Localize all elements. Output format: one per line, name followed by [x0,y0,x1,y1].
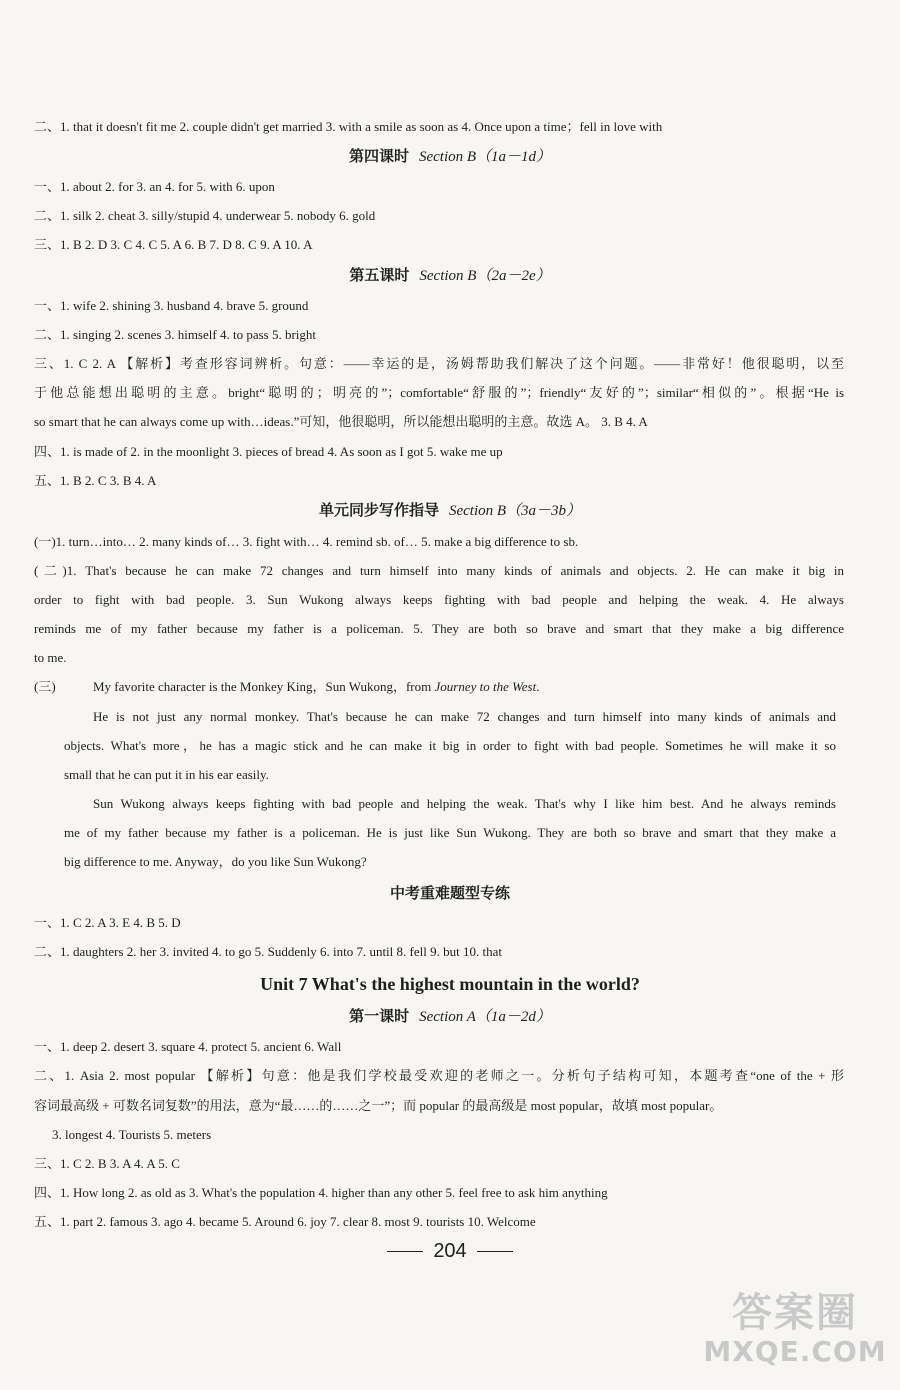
section-heading [0,148,900,166]
answer-line: 一、1. wife 2. shining 3. husband 4. brave 5. ground [34,298,309,313]
heading-section: Section B（2a－2e） [419,268,551,284]
answer-line: 三、1. B 2. D 3. C 4. C 5. A 6. B 7. D 8. C 9. A 10. A [34,237,313,252]
watermark-logo [700,1290,890,1380]
section-heading [0,502,900,520]
book-title: Journey to the West [434,679,537,694]
heading-section: Section A（1a－2d） [419,1009,551,1025]
answer-line: 一、1. deep 2. desert 3. square 4. protect 5. ancient 6. Wall [34,1039,342,1054]
essay-line: He is not just any normal monkey. That's because he can make 72 changes and turn himself into many kinds of animals and [93,709,836,724]
essay-text: . [536,679,540,694]
answer-line: 四、1. How long 2. as old as 3. What's the population 4. higher than any other 5. feel free to ask him anything [34,1185,608,1200]
essay-line: big difference to me. Anyway，do you like Sun Wukong? [64,854,367,869]
unit-title: Unit 7 What's the highest mountain in the world? [260,974,640,994]
answer-line: 二、1. singing 2. scenes 3. himself 4. to pass 5. bright [34,327,317,342]
answer-line: 五、1. part 2. famous 3. ago 4. became 5. Around 6. joy 7. clear 8. most 9. tourists 10. Welcome [34,1214,536,1229]
heading-cn: 中考重难题型专练 [389,886,510,902]
answer-line: 二、1. Asia 2. most popular 【解析】句意：他是我们学校最受欢迎的老师之一。分析句子结构可知，本题考查“one of the + 形 [34,1068,844,1083]
essay-line: Sun Wukong always keeps fighting with bad people and helping the weak. That's why I like him best. And he always reminds [93,796,836,811]
watermark-url: MXQE.COM [703,1335,887,1368]
dash-right [477,1251,513,1252]
section-heading [0,885,900,903]
answer-line: 五、1. B 2. C 3. B 4. A [34,473,157,488]
dash-left [387,1251,423,1252]
heading-cn: 第五课时 [349,268,410,284]
essay-line: small that he can put it in his ear easily. [64,767,269,782]
answer-line: to me. [34,650,67,665]
answer-line: so smart that he can always come up with…ideas.”可知，他很聪明，所以能想出聪明的主意。故选 A。 3. B 4. A [34,414,648,429]
answer-line: reminds me of my father because my father is a policeman. 5. They are both so brave and smart that they make a big difference [34,621,844,636]
answer-line: 二、1. that it doesn't fit me 2. couple didn't get married 3. with a smile as soon as 4. Once upon a time；fell in love with [34,119,663,134]
heading-cn: 第四课时 [348,149,409,165]
watermark-text: 答案圈 [732,1290,858,1336]
answer-line: 四、1. is made of 2. in the moonlight 3. pieces of bread 4. As soon as I got 5. wake me up [34,444,503,459]
essay-line: objects. What's more，he has a magic stick and he can make it big in order to fight with bad people. Sometimes he will make it so [64,738,836,753]
essay-text: My favorite character is the Monkey King，Sun Wukong，from [93,679,432,694]
section-heading [0,267,900,285]
answer-label: (三) [34,679,56,694]
essay-line [93,679,793,695]
answer-line: (二)1. That's because he can make 72 changes and turn himself into many kinds of animals and objects. 2. He can make it big in [34,563,844,578]
answer-line: order to fight with bad people. 3. Sun Wukong always keeps fighting with bad people and helping the weak. 4. He always [34,592,844,607]
answer-line: 容词最高级 + 可数名词复数”的用法，意为“最……的……之一”；而 popular 的最高级是 most popular，故填 most popular。 [34,1098,723,1113]
answer-line: 二、1. daughters 2. her 3. invited 4. to go 5. Suddenly 6. into 7. until 8. fell 9. but 10. that [34,944,502,959]
answer-line: 二、1. silk 2. cheat 3. silly/stupid 4. underwear 5. nobody 6. gold [34,208,376,223]
heading-section: Section B（3a－3b） [448,503,582,519]
answer-line: 一、1. C 2. A 3. E 4. B 5. D [34,915,181,930]
page-number-text: 204 [433,1240,467,1262]
heading-cn: 第一课时 [349,1009,410,1025]
answer-line: 三、1. C 2. B 3. A 4. A 5. C [34,1156,180,1171]
heading-section: Section B（1a－1d） [418,149,552,165]
essay-line: me of my father because my father is a policeman. He is just like Sun Wukong. They are both so brave and smart that they make a [64,825,836,840]
section-heading [0,1008,900,1026]
page-number [0,1240,900,1263]
answer-line: 三、1. C 2. A 【解析】考查形容词辨析。句意：——幸运的是，汤姆帮助我们解决了这个问题。——非常好！他很聪明，以至 [34,356,844,371]
heading-cn: 单元同步写作指导 [318,503,439,519]
answer-line: (一)1. turn…into… 2. many kinds of… 3. fight with… 4. remind sb. of… 5. make a big difference to sb. [34,534,579,549]
answer-line: 3. longest 4. Tourists 5. meters [52,1127,212,1142]
answer-line: 一、1. about 2. for 3. an 4. for 5. with 6. upon [34,179,275,194]
answer-line: 于他总能想出聪明的主意。bright“聪明的；明亮的”；comfortable“舒服的”；friendly“友好的”；similar“相似的”。根据“He is [34,385,844,400]
